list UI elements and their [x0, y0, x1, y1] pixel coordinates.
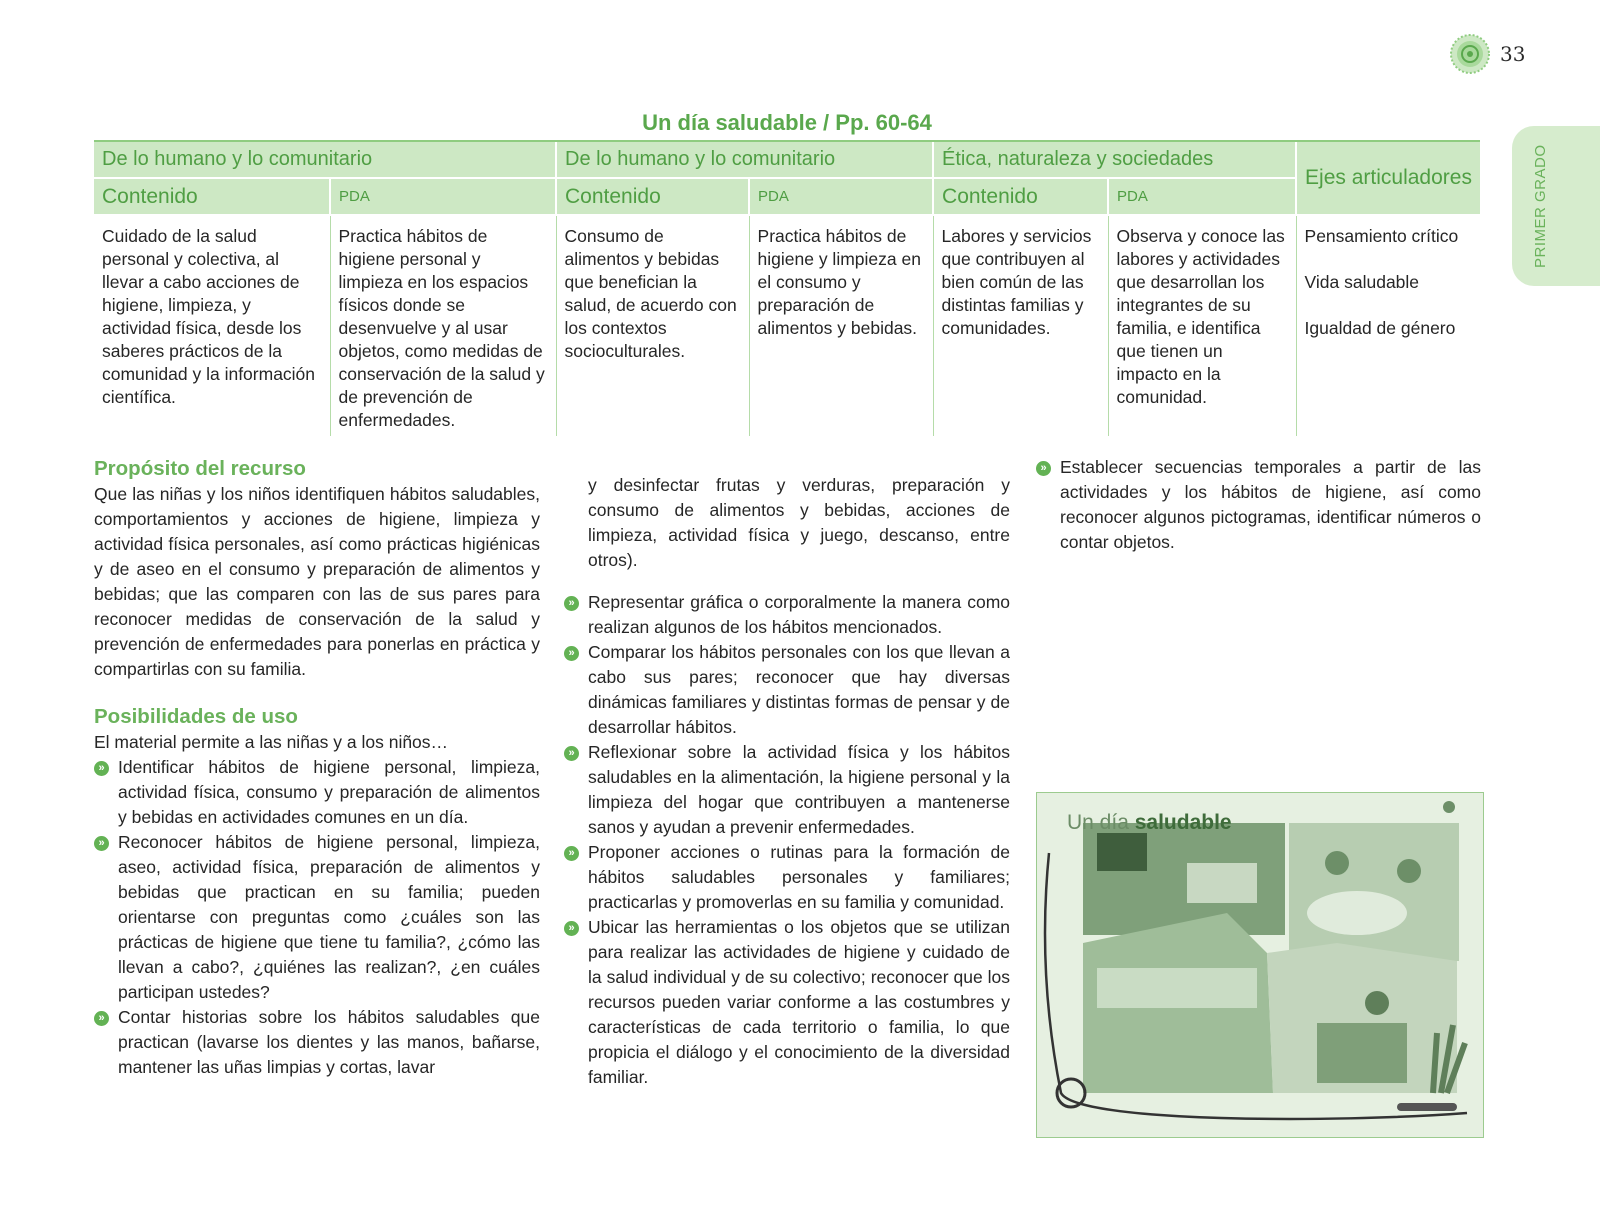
area-header-3: Ética, naturaleza y sociedades [933, 141, 1296, 178]
eje-item: Igualdad de género [1304, 318, 1456, 338]
pda-header-2: PDA [749, 178, 933, 215]
eje-item: Vida saludable [1304, 272, 1420, 292]
pda-header-3: PDA [1108, 178, 1296, 215]
table-cell-pda-1: Practica hábitos de higiene personal y limpieza en los espacios físicos donde se desenvuelve y al usar objetos, como medidas de conservación de la salud y de prevención de enfermedades. [330, 215, 556, 436]
spiral-emblem-icon [1450, 34, 1490, 74]
chevron-bullet-icon: » [564, 846, 579, 861]
chevron-bullet-icon: » [564, 746, 579, 761]
posibilidades-heading: Posibilidades de uso [94, 705, 298, 728]
contenido-header-3: Contenido [933, 178, 1108, 215]
contenido-header-2: Contenido [556, 178, 749, 215]
list-item: » Ubicar las herramientas o los objetos que se utilizan para realizar las actividades de higiene y cuidado de la salud individual y de su colectivo; reconocer que los recursos pueden variar conforme a las costumbres y características de cada territorio o familia, lo que propicia el diálogo y el conocimiento de la diversidad familiar. [564, 915, 1010, 1090]
contenido-header-1: Contenido [94, 178, 330, 215]
list-item: » Reflexionar sobre la actividad física y los hábitos saludables en la alimentación, la higiene personal y la limpieza del hogar que contribuyen a mantenerse sanos y ayudan a prevenir enfermedades. [564, 740, 1010, 840]
column-right [1036, 455, 1481, 555]
ejes-header: Ejes articuladores [1296, 141, 1480, 215]
chevron-bullet-icon: » [94, 761, 109, 776]
curriculum-table [94, 140, 1480, 436]
area-header-2: De lo humano y lo comunitario [556, 141, 933, 178]
eje-item: Pensamiento crítico [1304, 226, 1459, 246]
table-cell-pda-2: Practica hábitos de higiene y limpieza en el consumo y preparación de alimentos y bebidas. [749, 215, 933, 436]
list-item: » Comparar los hábitos personales con los que llevan a cabo sus pares; reconocer que hay diversas dinámicas familiares y distintas formas de pensar y de desarrollar hábitos. [564, 640, 1010, 740]
table-cell-pda-3: Observa y conoce las labores y actividades que desarrollan los integrantes de su familia, e identifica que tienen un impacto en la comunidad. [1108, 215, 1296, 436]
bullet-list [1036, 455, 1481, 555]
column-left [94, 456, 540, 1080]
table-title: Un día saludable / Pp. 60-64 [642, 110, 932, 135]
list-item: » Contar historias sobre los hábitos saludables que practican (lavarse los dientes y las manos, bañarse, mantener las uñas limpias y cortas, lavar [94, 1005, 540, 1080]
list-item: » Proponer acciones o rutinas para la formación de hábitos saludables personales y familiares; practicarlas y promoverlas en su familia y comunidad. [564, 840, 1010, 915]
chevron-bullet-icon: » [564, 596, 579, 611]
chevron-bullet-icon: » [564, 646, 579, 661]
illustration-image [1037, 793, 1483, 1137]
chevron-bullet-icon: » [94, 836, 109, 851]
area-header-1: De lo humano y lo comunitario [94, 141, 556, 178]
list-item-continuation: y desinfectar frutas y verduras, preparación y consumo de alimentos y bebidas, acciones de limpieza, actividad física y juego, descanso, entre otros). [588, 474, 1010, 570]
page-header [1450, 34, 1525, 74]
column-middle [564, 455, 1010, 1090]
list-item: » Identificar hábitos de higiene personal, limpieza, actividad física, consumo y preparación de alimentos y bebidas en actividades comunes en un día. [94, 755, 540, 830]
table-cell-contenido-3: Labores y servicios que contribuyen al bien común de las distintas familias y comunidades. [933, 215, 1108, 436]
side-tab [1512, 126, 1600, 286]
chevron-bullet-icon: » [564, 921, 579, 936]
posibilidades-intro: El material permite a las niñas y a los niños… [94, 732, 449, 752]
table-cell-ejes [1296, 215, 1480, 436]
bullet-list [94, 755, 540, 1080]
table-cell-contenido-1: Cuidado de la salud personal y colectiva, al llevar a cabo acciones de higiene, limpieza, y actividad física, desde los saberes prácticos de la comunidad y la información científica. [102, 226, 316, 407]
side-tab-label: PRIMER GRADO [1532, 144, 1549, 268]
proposito-text: Que las niñas y los niños identifiquen hábitos saludables, comportamientos y acciones de higiene, limpieza y actividad física personales, así como prácticas higiénicas y de aseo en el consumo y preparación de alimentos y bebidas; que las comparen con las de sus pares para reconocer medidas de conservación de la salud y prevención de enfermedades para ponerlas en práctica y compartirlas con su familia. [94, 484, 540, 679]
pda-header-1: PDA [330, 178, 556, 215]
page-number: 33 [1500, 42, 1526, 66]
book-page-thumbnail [1036, 792, 1484, 1138]
list-item: » Establecer secuencias temporales a partir de las actividades y los hábitos de higiene, así como reconocer algunos pictogramas, identificar números o contar objetos. [1036, 455, 1481, 555]
table-cell-contenido-2: Consumo de alimentos y bebidas que benefician la salud, de acuerdo con los contextos socioculturales. [556, 215, 749, 436]
proposito-heading: Propósito del recurso [94, 457, 306, 480]
list-item: » Reconocer hábitos de higiene personal, limpieza, aseo, actividad física, preparación de alimentos y bebidas que practican en su familia; pueden orientarse con preguntas como ¿cuáles son las prácticas de higiene que tiene tu familia?, ¿cómo las llevan a cabo?, ¿quiénes las realizan?, ¿en cuáles participan ustedes? [94, 830, 540, 1005]
chevron-bullet-icon: » [94, 1011, 109, 1026]
thumbnail-title: Un día saludable [1067, 811, 1232, 834]
list-item: » Representar gráfica o corporalmente la manera como realizan algunos de los hábitos mencionados. [564, 590, 1010, 640]
bullet-list [564, 590, 1010, 1090]
chevron-bullet-icon: » [1036, 461, 1051, 476]
